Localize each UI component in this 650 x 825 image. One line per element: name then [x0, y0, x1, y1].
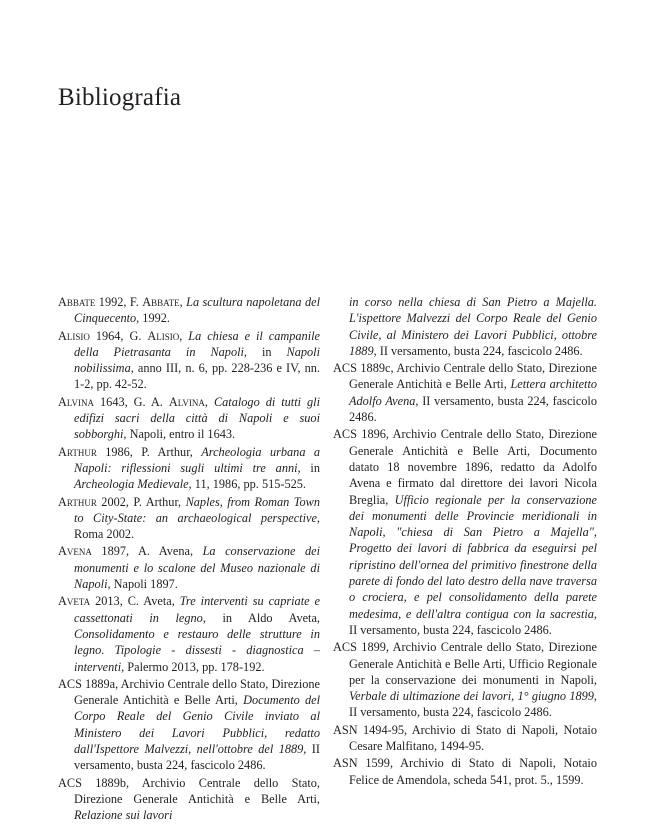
entry-title: Naples, from Roman Town to City-State: an archaeological perspective	[74, 494, 320, 525]
bibliography-entry	[58, 394, 320, 443]
bibliography-entry	[58, 543, 320, 592]
entry-text: ACS 1889c, Archivio Centrale dello Stato, Direzione Generale Antichità e Belle Arti,	[333, 361, 597, 392]
entry-title: Documento del Corpo Reale del Genio Civile inviato al Ministero dei Lavori Pubblici, redatto dall'Ispettore Malvezzi, nell'ottobre del 1889	[74, 693, 320, 757]
entry-title: La conservazione dei monumenti e lo scalone del Museo nazionale di Napoli	[74, 544, 320, 592]
bibliography-column-left	[58, 294, 320, 825]
entry-text: , anno III, n. 6, pp. 228-236 e IV, nn. 1-2, pp. 42-52.	[74, 361, 320, 392]
entry-text: ACS 1889a, Archivio Centrale dello Stato, Direzione Generale Antichità e Belle Arti,	[58, 676, 320, 708]
entry-text: , in Aldo Aveta,	[202, 610, 321, 625]
entry-text: ,	[179, 328, 189, 343]
entry-author: Aveta	[58, 594, 91, 609]
entry-text: ACS 1896, Archivio Centrale dello Stato, Direzione Generale Antichità e Belle Arti, Documento datato 18 novembre 1896, redatto da Adolfo Avena e firmato dal direttore dei lavori Nicola Breglia,	[333, 427, 597, 507]
entry-text: , 11, 1986, pp. 515-525.	[188, 477, 307, 492]
bibliography-entry	[58, 676, 320, 774]
entry-title: Verbale di ultimazione dei lavori, 1° giugno 1899	[349, 689, 594, 704]
entry-text: ACS 1899, Archivio Centrale dello Stato, Direzione Generale Antichità e Belle Arti, Ufficio Regionale per la conservazione dei monumenti in Napoli,	[333, 640, 597, 687]
entry-text: 1897, A. Avena,	[91, 544, 203, 559]
bibliography-entry	[333, 722, 597, 755]
entry-text: ASN 1494-95, Archivio di Stato di Napoli, Notaio Cesare Malfitano, 1494-95.	[333, 722, 597, 754]
entry-author: Alvina	[58, 394, 95, 409]
entry-author: Arthur	[58, 494, 97, 509]
entry-author: Arthur	[58, 444, 97, 459]
bibliography-entry	[333, 755, 597, 788]
entry-text: , II versamento, busta 224, fascicolo 2486.	[349, 393, 597, 425]
entry-text: , II versamento, busta 224, fascicolo 2486.	[349, 606, 597, 637]
page-title: Bibliografia	[58, 84, 182, 111]
bibliography-entry	[58, 294, 320, 327]
entry-author: Avena	[58, 544, 92, 559]
entry-text: , II versamento, busta 224, fascicolo 2486.	[373, 343, 583, 358]
bibliography-entry	[333, 360, 597, 425]
bibliography-entry	[58, 444, 320, 493]
entry-text: 1986, P. Arthur,	[96, 444, 202, 459]
entry-title: Consolidamento e restauro delle strutture in legno. Tipologie - dissesti - diagnostica – interventi	[74, 626, 320, 674]
entry-text: , in	[297, 460, 320, 475]
entry-title: Ufficio regionale per la conservazione dei monumenti delle Provincie meridionali in Napoli, "chiesa di San Pietro a Majella", Progetto dei lavori di fabbrica da eseguirsi pel ripristino dell'ornea del primitivo finestrone della parete di fondo del lato destro della nave traversa o crociera, e pel consolidamento della parete medesima, e dell'altra contigua con la sacrestia	[349, 492, 597, 621]
entry-title: Archeologia Medievale	[74, 477, 189, 492]
entry-text: , Roma 2002.	[74, 510, 320, 542]
entry-title: Napoli nobilissima	[74, 344, 320, 376]
entry-title: in corso nella chiesa di San Pietro a Majella. L'ispettore Malvezzi del Corpo Reale del Genio Civile, al Ministero dei Lavori Pubblici, ottobre 1889	[349, 295, 597, 358]
bibliography-entry	[58, 593, 320, 674]
entry-title: Archeologia urbana a Napoli: riflessioni sugli ultimi tre anni	[74, 444, 321, 475]
entry-text: ACS 1889b, Archivio Centrale dello Stato, Direzione Generale Antichità e Belle Arti,	[58, 775, 320, 806]
entry-text: 1964, G.	[89, 328, 148, 343]
entry-text: ,	[179, 295, 187, 309]
entry-text: , in	[243, 344, 287, 359]
entry-text: 1643, G. A.	[94, 394, 169, 409]
bibliography-entry	[333, 426, 597, 638]
bibliography-entry	[58, 494, 320, 543]
bibliography-entry	[58, 328, 320, 393]
entry-title: La chiesa e il campanile della Pietrasanta in Napoli	[74, 328, 320, 359]
entry-author: Alisio	[147, 328, 180, 343]
entry-author: Abbate	[142, 295, 180, 309]
entry-text: ,	[204, 394, 214, 409]
entry-title: Relazione sui lavori	[74, 808, 173, 823]
entry-title: Catalogo di tutti gli edifizi sacri della città di Napoli e suoi sobborghi	[74, 394, 320, 442]
entry-title: Tre interventi su capriate e cassettonati in legno	[74, 594, 320, 625]
entry-author: Alisio	[58, 328, 90, 343]
entry-author: Abbate	[58, 295, 96, 309]
entry-title: La scultura napoletana del Cinquecento	[74, 295, 321, 326]
entry-text: , Palermo 2013, pp. 178-192.	[121, 659, 265, 674]
bibliography-entry	[58, 775, 320, 824]
entry-author: Alvina	[168, 394, 205, 409]
entry-text: , Napoli 1897.	[107, 577, 178, 592]
entry-text: , Napoli, entro il 1643.	[123, 427, 236, 442]
entry-text: 2002, P. Arthur,	[96, 494, 186, 509]
bibliography-entry	[333, 294, 597, 359]
bibliography-entry	[333, 639, 597, 720]
entry-text: 1992, F.	[95, 295, 143, 309]
entry-text: , 1992.	[136, 311, 170, 326]
entry-text: ASN 1599, Archivio di Stato di Napoli, Notaio Felice de Amendola, scheda 541, prot. 5., 1599.	[333, 756, 597, 787]
entry-title: Lettera architetto Adolfo Avena	[349, 377, 598, 408]
bibliography-column-right	[333, 294, 597, 789]
entry-text: , II versamento, busta 224, fascicolo 2486.	[74, 742, 320, 773]
entry-text: , II versamento, busta 224, fascicolo 2486.	[349, 689, 597, 720]
entry-text: 2013, C. Aveta,	[90, 594, 180, 609]
